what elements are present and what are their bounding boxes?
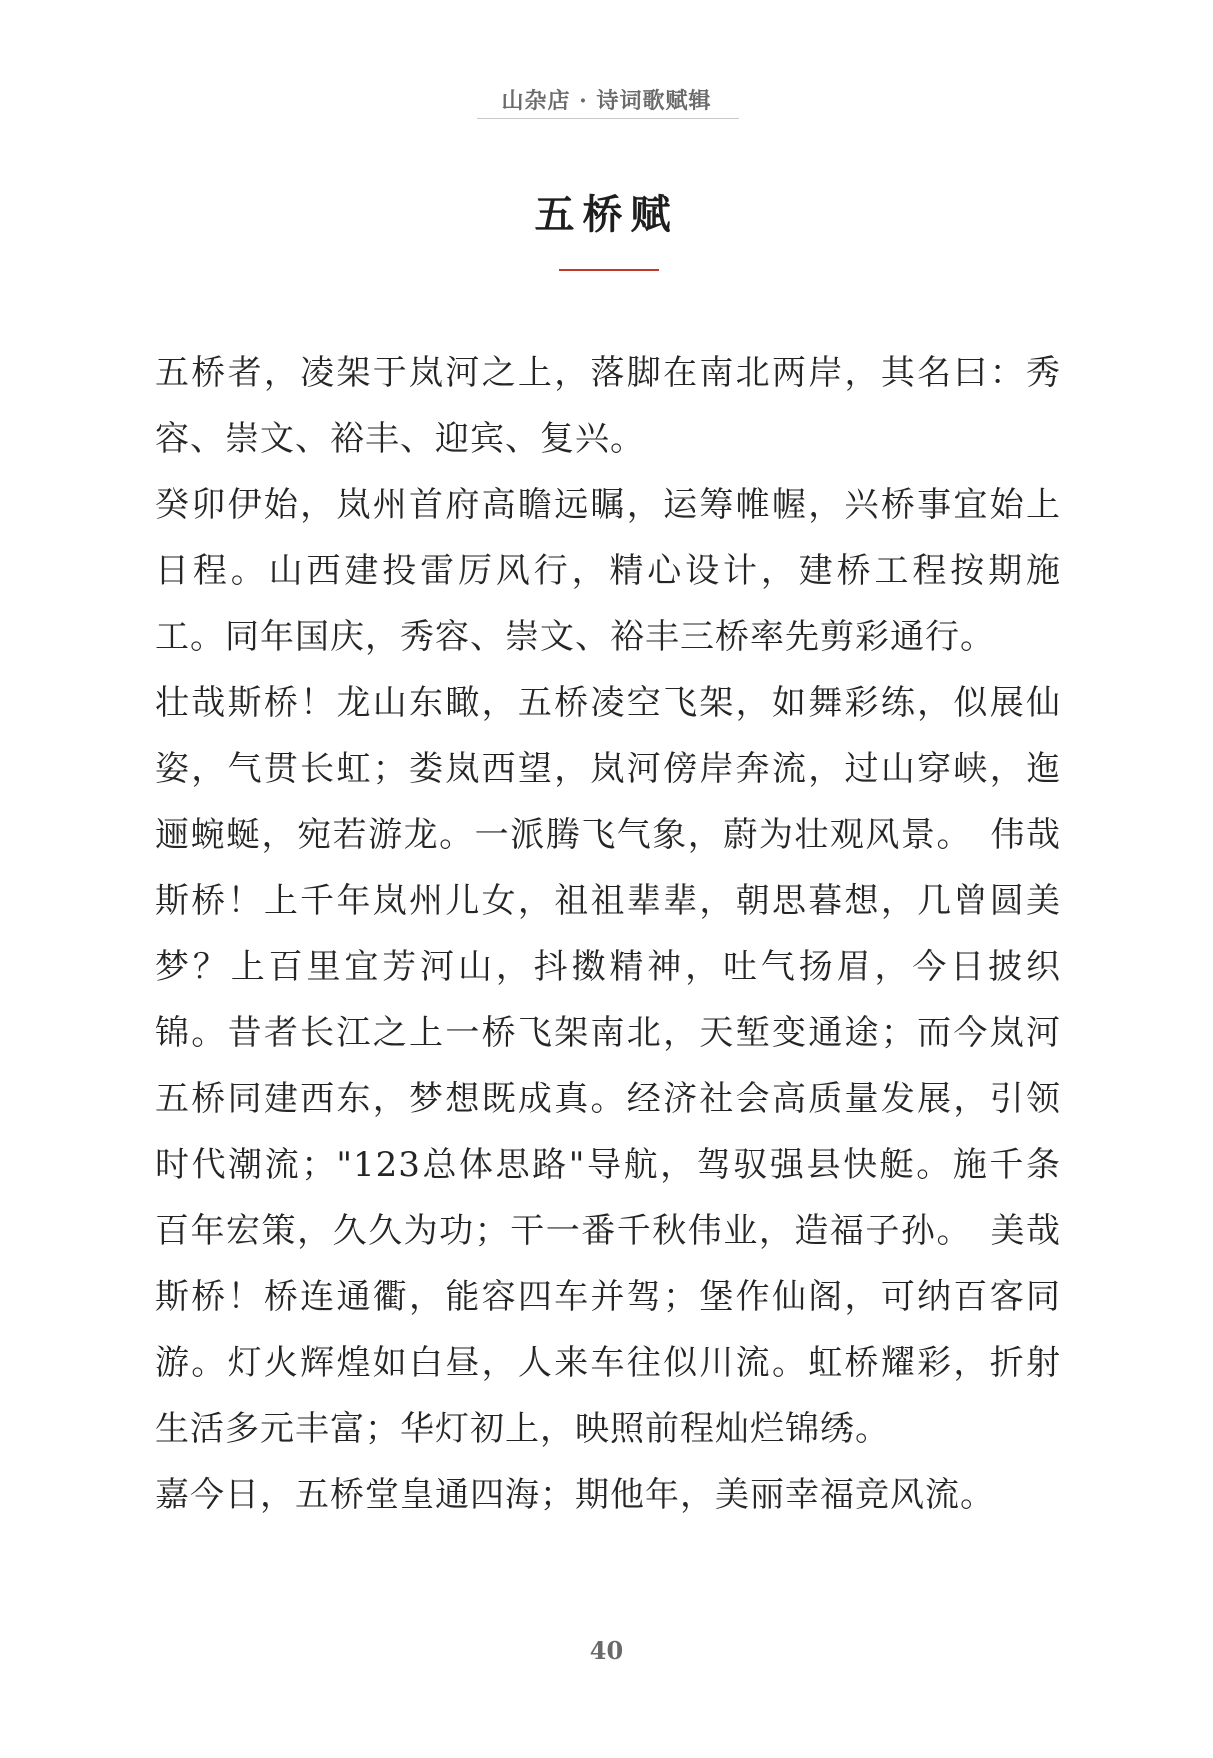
title-underline xyxy=(559,269,659,271)
paragraph-intro: 五桥者，凌架于岚河之上，落脚在南北两岸，其名曰：秀容、崇文、裕丰、迎宾、复兴。 xyxy=(155,353,1061,459)
page-number: 40 xyxy=(589,1636,624,1665)
paragraph-praise: 壮哉斯桥！龙山东瞰，五桥凌空飞架，如舞彩练，似展仙姿，气贯长虹；娄岚西望，岚河傍岸奔流，过山穿峡，迤逦蜿蜒，宛若游龙。一派腾飞气象，蔚为壮观风景。 伟哉斯桥！上千年岚州儿女，祖祖辈辈，朝思暮想，几曾圆美梦？上百里宜芳河山，抖擞精神，吐气扬眉，今日披织锦。昔者长江之上一桥飞架南北，天堑变通途；而今岚河五桥同建西东，梦想既成真。经济社会高质量发展，引领时代潮流；"123总体思路"导航，驾驭强县快艇。施千条百年宏策，久久为功；干一番千秋伟业，造福子孙。 美哉斯桥！桥连通衢，能容四车并驾；堡作仙阁，可纳百客同游。灯火辉煌如白昼，人来车往似川流。虹桥耀彩，折射生活多元丰富；华灯初上，映照前程灿烂锦绣。 xyxy=(155,683,1061,1449)
paragraph-construction: 癸卯伊始，岚州首府高瞻远瞩，运筹帷幄，兴桥事宜始上日程。山西建投雷厉风行，精心设计，建桥工程按期施工。同年国庆，秀容、崇文、裕丰三桥率先剪彩通行。 xyxy=(155,485,1061,657)
article-body xyxy=(155,340,1061,1528)
header-divider xyxy=(477,118,739,119)
running-header: 山杂店 · 诗词歌赋辑 xyxy=(501,88,712,114)
page-title: 五桥赋 xyxy=(534,191,679,238)
paragraph-closing: 嘉今日，五桥堂皇通四海；期他年，美丽幸福竞风流。 xyxy=(155,1475,995,1515)
